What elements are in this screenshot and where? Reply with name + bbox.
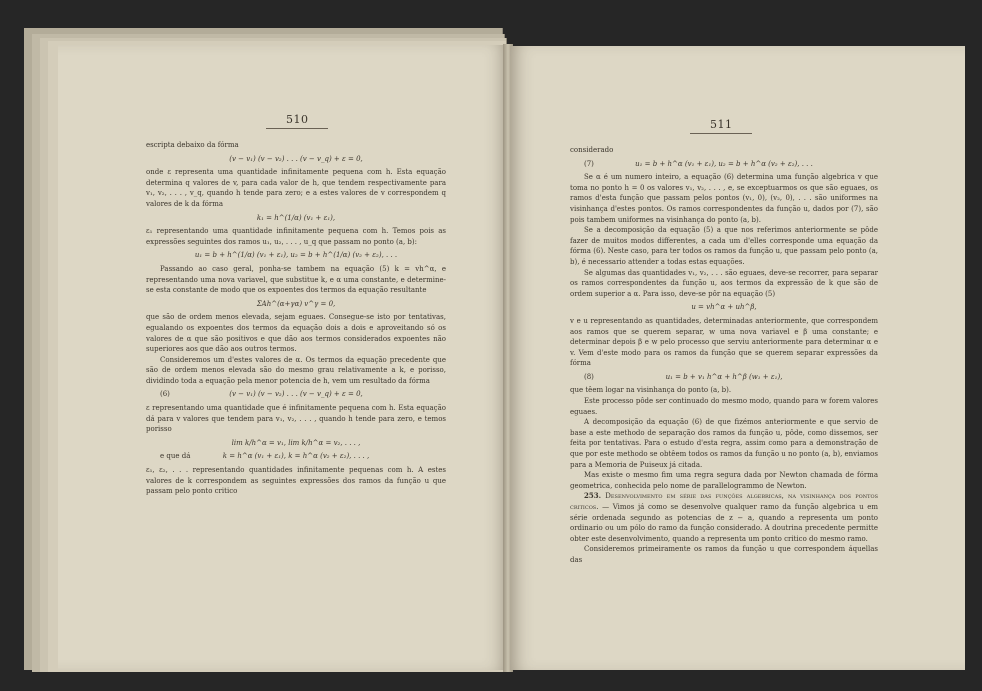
page-text bbox=[570, 145, 878, 566]
equation-label: (8) bbox=[584, 372, 594, 381]
paragraph: v e u representando as quantidades, determinadas anteriormente, que correspondem aos ramos que se querem separar, w uma nova variavel e β uma constante; e determinar depois β e w pelo processo que serviu anteriormente para determinar α e v. Vem d'este modo para os ramos da função que se querem separar expressões da fórma bbox=[570, 316, 878, 368]
paragraph: que têem logar na visinhança do ponto (a, b). bbox=[570, 386, 732, 395]
right-page bbox=[510, 46, 965, 670]
numbered-equation bbox=[146, 389, 446, 400]
paragraph: onde ε representa uma quantidade infinitamente pequena com h. Esta equação determina q valores de v, para cada valor de h, que tendem respectivamente para v₁, v₂, . . . , v_q, quando h tende para zero; e a estes valores de v correspondem q valores de k da fórma bbox=[146, 168, 446, 208]
section-title: Desenvolvimento em série das funções algebricas, na visinhança dos pontos criticos. bbox=[570, 492, 878, 511]
section-body: — Vimos já como se desenvolve qualquer ramo da função algebrica u em série ordenada segundo as potencias de z − a, quando a representa um ponto ordinario ou um pólo do ramo da função considerado. A doutrina precedente permitte obter este desenvolvimento, quando a representa um ponto critico do mesmo ramo. bbox=[570, 503, 878, 543]
page-number: 511 bbox=[710, 118, 733, 131]
header-rule bbox=[690, 133, 752, 134]
paragraph: A decomposição da equação (6) de que fizémos anteriormente e que servio de base a este methodo de separação dos ramos da função u, pôde, como dissemos, ser feita por tentativas. Para o estudo d'esta regra, assim como para a demonstração de que por este methodo se obtêem todos os ramos da função u no ponto (a, b), enviamos para a Memoria de Puiseux já citada. bbox=[570, 418, 878, 469]
equation: (v − v₁) (v − v₂) . . . (v − v_q) + ε = 0, bbox=[229, 154, 363, 163]
paragraph: Se a decomposição da equação (5) a que nos referimos anteriormente se pôde fazer de muitos modos differentes, a cada um d'elles corresponde uma equação da fórma (6). Neste caso, para ter todos os ramos da função u, que passam pelo ponto (a, b), é necessario attender a todas estas equações. bbox=[570, 226, 878, 266]
paragraph: Mas existe o mesmo fim uma regra segura dada por Newton chamada de fórma geometrica, conhecida pelo nome de parallelogrammo de Newton. bbox=[570, 471, 878, 490]
paragraph: Consideremos um d'estes valores de α. Os termos da equação precedente que são de ordem menos elevada são do mesmo grau relativamente a k, e porisso, dividindo toda a equação pela menor potencia de h, vem um resultado da fórma bbox=[146, 355, 446, 385]
numbered-equation bbox=[570, 159, 878, 170]
equation-label: e que dá bbox=[160, 452, 191, 461]
equation-body: (v − v₁) (v − v₂) . . . (v − v_q) + ε = 0, bbox=[229, 390, 363, 399]
paragraph: ε representando uma quantidade que é infinitamente pequena com h. Esta equação dá para v valores que tendem para v₁, v₂, . . . , quando h tende para zero, e temos porisso bbox=[146, 404, 446, 434]
paragraph: ε₁ representando uma quantidade infinitamente pequena com h. Temos pois as expressões seguintes dos ramos u₁, u₂, . . . , u_q que passam no ponto (a, b): bbox=[146, 227, 446, 246]
equation: u₁ = b + h^(1/α) (v₁ + ε₁), u₂ = b + h^(1/α) (v₂ + ε₂), . . . bbox=[194, 251, 398, 260]
equation-body: u₁ = b + v₁ h^α + h^β (w₁ + ε₁), bbox=[665, 372, 783, 381]
header-rule bbox=[266, 128, 328, 129]
numbered-equation bbox=[570, 372, 878, 383]
section-number: 253. bbox=[584, 491, 602, 501]
equation: u = vh^α + uh^β, bbox=[691, 303, 757, 312]
paragraph: Se algumas das quantidades v₁, v₂, . . . são eguaes, deve-se recorrer, para separar os ramos correspondentes da função u, aos termos da expressão de k que são de ordem superior a α. Para isso, deve-se pôr na equação (5) bbox=[570, 268, 878, 298]
numbered-equation bbox=[146, 451, 446, 462]
equation-body: k = h^α (v₁ + ε₁), k = h^α (v₂ + ε₂), . . . , bbox=[222, 452, 370, 461]
paragraph: Este processo pôde ser continuado do mesmo modo, quando para w forem valores eguaes. bbox=[570, 397, 878, 416]
page-text bbox=[146, 140, 446, 497]
equation-label: (6) bbox=[160, 390, 170, 399]
paragraph: ε₁, ε₂, . . . representando quantidades infinitamente pequenas com h. A estes valores de k correspondem as seguintes expressões dos ramos da função u que passam pelo ponto critico bbox=[146, 466, 446, 496]
page-number: 510 bbox=[286, 113, 309, 126]
paragraph: considerado bbox=[570, 146, 614, 154]
left-page bbox=[58, 45, 508, 670]
equation: lim k/h^α = v₁, lim k/h^α = v₂, . . . , bbox=[231, 438, 361, 447]
paragraph: Se α é um numero inteiro, a equação (6) determina uma função algebrica v que toma no ponto h = 0 os valores v₁, v₂, . . . , e, se exceptuarmos os que são eguaes, os ramos d'esta função que passam pelos pontos (v₁, 0), (v₂, 0), . . . são uniformes na visinhança d'estes pontos. Os ramos correspondentes da função u, dados por (7), são pois tambem uniformes na visinhança do ponto (a, b). bbox=[570, 173, 878, 224]
equation-label: (7) bbox=[584, 159, 594, 168]
section-paragraph bbox=[570, 491, 878, 544]
paragraph: que são de ordem menos elevada, sejam eguaes. Consegue-se isto por tentativas, egualando os expoentes dos termos da equação dois a dois e aproveitando só os valores de α que são positivos e que dão aos termos considerados expoentes não superiores aos que dão aos outros termos. bbox=[146, 313, 446, 354]
paragraph: Passando ao caso geral, ponha-se tambem na equação (5) k = vh^α, e representando uma nova variavel, que substitue k, e α uma constante, e determine-se esta constante de modo que os expoentes dos termos da equação resultante bbox=[146, 264, 446, 295]
equation-body: u₁ = b + h^α (v₁ + ε₁), u₂ = b + h^α (v₂ + ε₂), . . . bbox=[635, 159, 813, 168]
paragraph: escripta debaixo da fórma bbox=[146, 141, 239, 149]
paragraph: Consideremos primeiramente os ramos da função u que correspondem áquellas das bbox=[570, 545, 878, 564]
equation: ΣAh^(α+γα) v^γ = 0, bbox=[256, 299, 336, 308]
equation: k₁ = h^(1/α) (v₁ + ε₁), bbox=[256, 213, 336, 222]
